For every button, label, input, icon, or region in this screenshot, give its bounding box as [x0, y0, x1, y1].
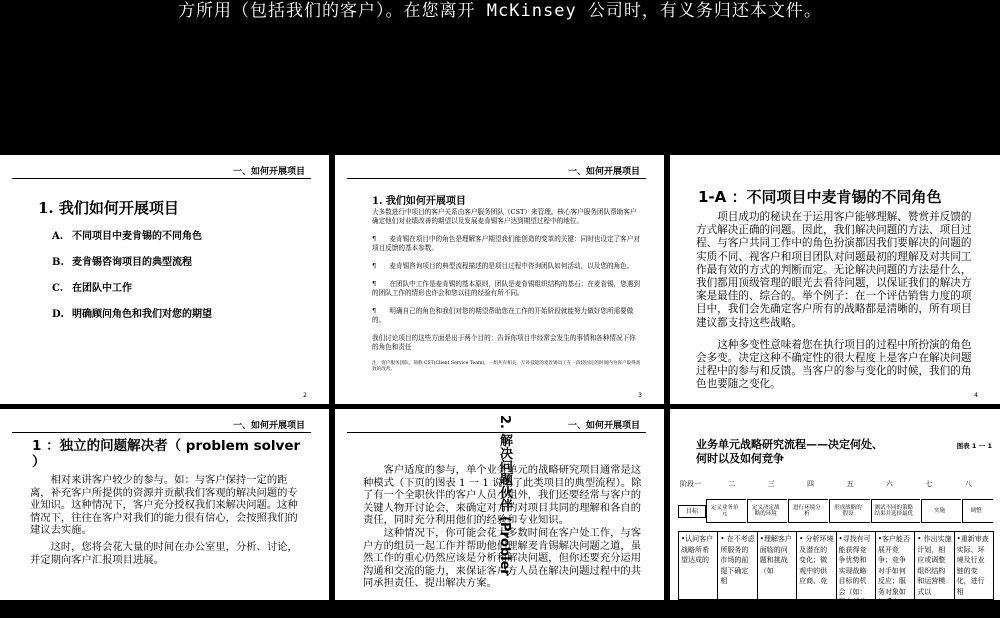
slide-body	[30, 474, 307, 570]
header-rule	[12, 432, 311, 433]
stage-column: • 分析环境及潜在的变化；微观中的供应商、竞	[796, 531, 835, 600]
slide-title: 1-A ：不同项目中麦肯锡的不同角色	[698, 188, 942, 206]
bullet-paragraph: ¶ 麦肯锡咨询项目的典型流程描述的是项目过程中咨询团队如何活动，以及您的角色。	[372, 262, 634, 270]
figure-label: 图表 1 一 1	[956, 442, 992, 450]
stage-number: 八	[964, 480, 972, 488]
slide-3-thumbnail[interactable]	[335, 155, 664, 404]
slide-5-thumbnail[interactable]	[0, 409, 329, 600]
header-rule	[12, 178, 311, 179]
slide-7-thumbnail[interactable]	[670, 409, 1000, 617]
body-paragraph: 这种多变性意味着您在执行项目的过程中所扮演的角色会多变。决定这种不确定性的很大程度上是客户在解决问题过程中的参与和反馈。当客户的参与变化的时候，我们的角色也要随之变化。	[696, 338, 972, 391]
stage-columns	[678, 531, 994, 617]
bullet-paragraph: ¶ 明确自己的角色和我们对您的期望帮助您在工作的开始阶段就能努力做好您所需要做的。	[372, 307, 634, 324]
stage-column: •重新审查实际、环境及行业链的变化，进行相	[954, 531, 994, 600]
flow-step: 定义决定战略的环境	[747, 499, 787, 523]
flow-step: 调整	[962, 499, 993, 523]
process-flow	[678, 491, 994, 531]
slide-body	[372, 195, 642, 373]
stage-numbers	[712, 479, 988, 489]
flow-step: 进行环境分析	[788, 499, 828, 523]
stage-column: • 作出实施计划，相应或调整组织结构和运营模式以	[914, 531, 953, 600]
stage-column: •客户能否展开竞争；竞争对手如何反应；服务对象如何反应；会导致什	[875, 531, 914, 600]
stage-number: 六	[885, 480, 893, 488]
stage-column: •寻找有可能获得竞争优势和实现战略目标的机会（如：现有新的	[836, 531, 875, 600]
agenda-item: B. 麦肯锡咨询项目的典型流程	[52, 257, 192, 268]
footnote: 注：客户服务团队，简称 CST(Client Service Team)，一组共有相关，互补技能的麦肯锡员工在一段较固定的时间内为客户取得高效的改善。	[372, 361, 641, 372]
banner-text: 方所用（包括我们的客户）。在您离开 McKinsey 公司时，有义务归还本文件。	[178, 1, 822, 21]
slide-title: 业务单元战略研究流程——决定何处、何时以及如何竞争	[696, 438, 883, 465]
flow-step: 定义业务单元	[706, 499, 746, 523]
flow-goal-box: 目标	[678, 505, 706, 518]
page-number: 3	[638, 392, 642, 399]
slide-title: 1. 我们如何开展项目	[38, 199, 179, 217]
slide-header: 一、如何开展项目	[232, 167, 305, 177]
stage-column: •理解客户面临的问题和挑战（如	[757, 531, 796, 600]
agenda-list	[52, 227, 212, 331]
body-paragraph: 这时，您将会花大量的时间在办公室里，分析、讨论，并定期向客户汇报项目进展。	[30, 540, 298, 566]
page-number: 4	[974, 392, 978, 399]
body-paragraph: 相对来讲客户较少的参与。如：与客户保持一定的距离，补充客户所提供的资源并贡献我们客观的解决问题的专业知识。这种情况下，客户充分授权我们来解决问题。这种情况下，往往在客户对我们的能力很有信心，会按照我们的建议去实施。	[30, 474, 298, 537]
agenda-item: D. 明确顾问角色和我们对您的期望	[52, 309, 212, 320]
slide-header: 一、如何开展项目	[567, 167, 640, 177]
slide-body	[696, 211, 980, 401]
body-paragraph: 项目成功的秘诀在于运用客户能够理解、赞赏并反馈的方式解决正确的问题。因此，我们解决问题的方法、项目过程、与客户共同工作中的角色扮演都因我们要解决的问题的实质不同、视客户和项目团队对问题最初的理解及对共同工作最有效的方式的判断而定。无论解决问题的方法是什么，我们都用顶级管理的眼光去看待问题，以保证我们的解决方案是最佳的、综合的。举个例子：在一个评估销售力度的项目中，我们会先确定客户所有的战略都是清晰的，所有项目建议都支持这些战略。	[696, 211, 972, 329]
flow-step: 测试不同的策略结果并选择最优	[871, 499, 920, 523]
page-number: 2	[303, 392, 307, 399]
slide-6-thumbnail[interactable]	[335, 409, 664, 600]
stage-number: 七	[925, 480, 933, 488]
bullet-paragraph: ¶ 在团队中工作是麦肯锡的基本原则，团队是麦肯锡组织结构的基石；在麦肯锡，您遇到的团队工作的情形也许会和您以往的经验有所不同。	[372, 280, 640, 297]
slide-2-thumbnail[interactable]	[0, 155, 329, 404]
slide-title: 1 ：独立的问题解决者（ problem solver ）	[32, 438, 301, 470]
slide-header: 一、如何开展项目	[567, 421, 640, 431]
intro-paragraph: 大多数进行中项目的客户关系由客户服务团队（CST）来管理。核心客户服务团队帮助客户确定他们对业绩改善的期望以及发展麦肯锡客户达到期望过程中的地位。	[372, 208, 637, 225]
stage-label: 阶段一	[680, 480, 701, 488]
flow-step: 实施	[921, 499, 961, 523]
stage-number: 四	[807, 480, 815, 488]
stage-column: •认问客户战略所希望达成的	[678, 531, 717, 600]
stage-number: 二	[728, 480, 736, 488]
header-rule	[347, 178, 646, 179]
stage-number: 三	[767, 480, 775, 488]
slide-title: 1. 我们如何开展项目	[372, 196, 466, 207]
vertical-title: 2. 解决问题伙伴 (Probler	[497, 415, 512, 576]
agenda-item: A. 不同项目中麦肯锡的不同角色	[52, 231, 202, 242]
flow-step: 形成战略的假设	[829, 499, 869, 523]
body-paragraph: 客户适度的参与，单个业务单元的战略研究项目通常是这种模式（下页的图表 1 一 1 说明了此类项目的典型流程）。除了有一个全职伙伴的客户人员小组外，我们还要经常与客户的关键人物开讨论会，来确定对方的对项目共同的理解和各自的责任，同时充分利用他们的经验和专业知识。	[363, 464, 642, 527]
closing-paragraph: 我们讨论项目的这些方面是出于两个目的：告诉你项目中经常会发生的事情和各种情况下你的角色和责任	[372, 334, 636, 351]
stage-column: • 在不考虑所服务的市场的前提下确定相	[717, 531, 756, 600]
bullet-paragraph: ¶ 麦肯锡在项目中的角色是理解客户期望我们能创造的变革的关键：同时也设定了客户对项目反馈的基本参数。	[372, 235, 640, 252]
slide-4-thumbnail[interactable]	[670, 155, 1000, 404]
stage-number: 五	[846, 480, 854, 488]
agenda-item: C. 在团队中工作	[52, 283, 132, 294]
slide-header: 一、如何开展项目	[232, 421, 305, 431]
body-paragraph: 这种情况下，你可能会花大多数时间在客户处工作，与客户方的组员一起工作并帮助他们理解麦肯锡解决问题之道，虽然工作的重心仍然应该是分析和解决问题，但你还要充分运用沟通和交流的能力，来保证客户方人员在解决问题过程中的共同承担责任、提出解决方案。	[363, 526, 642, 590]
